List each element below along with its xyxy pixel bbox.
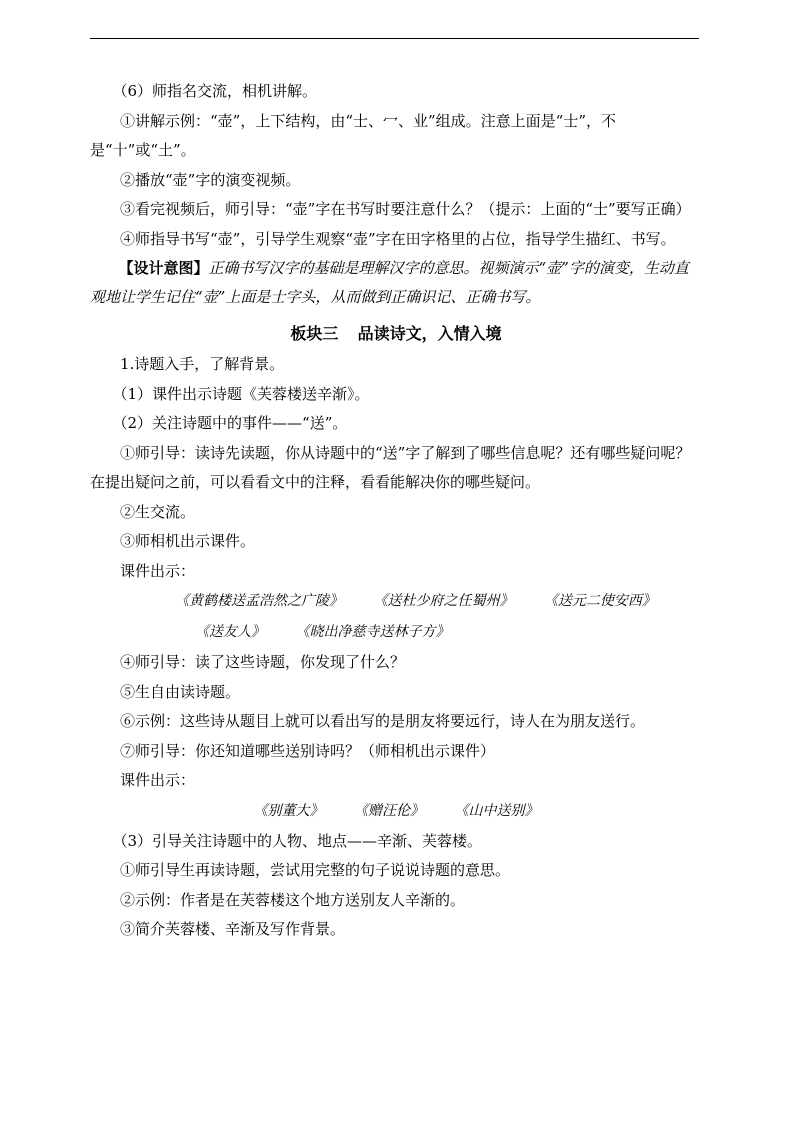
poem-list-2 (90, 796, 702, 827)
paragraph: （2）关注诗题中的事件——“送”。 (112, 414, 348, 432)
paragraph: ④师指导书写“壶”，引导学生观察“壶”字在田字格里的占位，指导学生描红、书写。 (120, 229, 676, 248)
poem-title: 《赠汪伦》 (354, 802, 424, 819)
section-number: 板块三 (290, 324, 339, 343)
paragraph: 1.诗题入手，了解背景。 (120, 355, 285, 373)
paragraph: ②示例：作者是在芙蓉楼这个地方送别友人辛渐的。 (120, 890, 466, 909)
design-intent-body: 正确书写汉字的基础是理解汉字的意思。视频演示“壶”字的演变，生动直观地让学生记住“壶”上面是士字头，从而做到正确识记、正确书写。 (90, 259, 689, 306)
paragraph: ④师引导：读了这些诗题，你发现了什么？ (120, 653, 406, 671)
paragraph: ⑤生自由读诗题。 (120, 682, 241, 701)
poem-title: 《晓出净慈寺送林子方》 (295, 624, 450, 640)
paragraph: （3）引导关注诗题中的人物、地点——辛渐、芙蓉楼。 (112, 831, 483, 850)
paragraph: ⑦师引导：你还知道哪些送别诗吗？（师相机出示课件） (120, 741, 496, 760)
poem-list-1 (90, 586, 702, 648)
poem-title: 《别董大》 (253, 802, 324, 819)
paragraph: ①讲解示例：“壶”，上下结构，由“士、冖、业”组成。注意上面是“士”，不是“十”或“土”。 (90, 111, 617, 159)
paragraph: ③简介芙蓉楼、辛渐及写作背景。 (120, 920, 346, 938)
paragraph: ①师引导生再读诗题，尝试用完整的句子说说诗题的意思。 (120, 861, 511, 879)
poem-title: 《黄鹤楼送孟浩然之广陵》 (175, 593, 343, 609)
design-intent-note (90, 254, 702, 312)
header-rule (90, 38, 699, 39)
paragraph: （6）师指名交流，相机讲解。 (112, 82, 318, 100)
paragraph: ②播放“壶”字的演变视频。 (120, 170, 301, 189)
paragraph: （1）课件出示诗题《芙蓉楼送辛渐》。 (112, 384, 370, 403)
section-heading: 品读诗文，入情入境 (357, 324, 502, 343)
paragraph: 课件出示： (120, 771, 196, 789)
paragraph: ③师相机出示课件。 (120, 532, 256, 550)
poem-title: 《山中送别》 (454, 802, 539, 819)
paragraph: ②生交流。 (120, 502, 196, 521)
document-body (90, 77, 702, 945)
paragraph: ⑥示例：这些诗从题目上就可以看出写的是朋友将要远行，诗人在为朋友送行。 (120, 712, 646, 730)
paragraph: ①师引导：读诗先读题，你从诗题中的“送”字了解到了哪些信息呢？还有哪些疑问呢？在提出疑问之前，可以看看文中的注释，看看能解决你的哪些疑问。 (90, 443, 691, 491)
poem-title: 《送杜少府之任蜀州》 (373, 593, 514, 609)
poem-title: 《送元二使安西》 (543, 593, 656, 609)
paragraph: ③看完视频后，师引导：“壶”字在书写时要注意什么？（提示：上面的“士”要写正确） (120, 200, 691, 218)
section-title (90, 318, 702, 350)
paragraph: 课件出示： (120, 561, 196, 580)
poem-title: 《送友人》 (195, 624, 265, 640)
design-intent-tag: 【设计意图】 (118, 259, 209, 277)
